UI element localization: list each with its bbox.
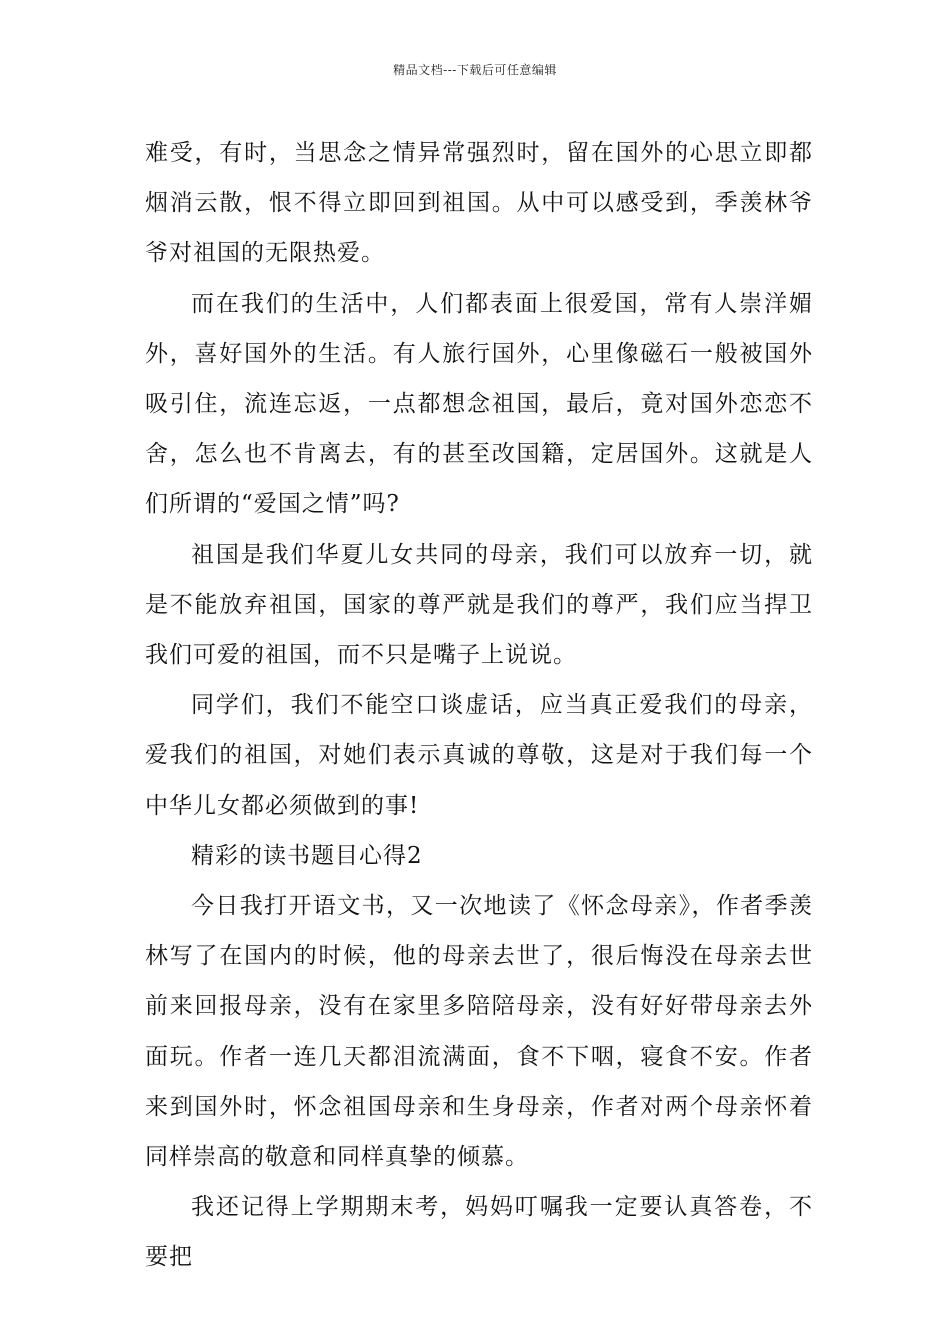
- page-header: 精品文档---下载后可任意编辑: [393, 63, 557, 77]
- paragraph: 今日我打开语文书，又一次地读了《怀念母亲》，作者季羡林写了在国内的时候，他的母亲去世了，很后悔没在母亲去世前来回报母亲，没有在家里多陪陪母亲，没有好好带母亲去外面玩。作者一连几天都泪流满面，食不下咽，寝食不安。作者来到国外时，怀念祖国母亲和生身母亲，作者对两个母亲怀着同样崇高的敬意和同样真挚的倾慕。: [145, 893, 813, 1171]
- paragraph-continuation: 难受，有时，当思念之情异常强烈时，留在国外的心思立即都烟消云散，恨不得立即回到祖国。从中可以感受到，季羡林爷爷对祖国的无限热爱。: [145, 140, 813, 267]
- paragraph: 我还记得上学期期末考，妈妈叮嘱我一定要认真答卷，不要把: [145, 1194, 813, 1271]
- paragraph: 祖国是我们华夏儿女共同的母亲，我们可以放弃一切，就是不能放弃祖国，国家的尊严就是我们的尊严，我们应当捍卫我们可爱的祖国，而不只是嘴子上说说。: [145, 541, 813, 669]
- paragraph: 而在我们的生活中，人们都表面上很爱国，常有人崇洋媚外，喜好国外的生活。有人旅行国外，心里像磁石一般被国外吸引住，流连忘返，一点都想念祖国，最后，竟对国外恋恋不舍，怎么也不肯离去，有的甚至改国籍，定居国外。这就是人们所谓的“爱国之情”吗?: [145, 290, 813, 518]
- section-heading: 精彩的读书题目心得2: [191, 842, 423, 869]
- paragraph: 同学们，我们不能空口谈虚话，应当真正爱我们的母亲，爱我们的祖国，对她们表示真诚的尊敬，这是对于我们每一个中华儿女都必须做到的事!: [145, 692, 813, 819]
- document-body: [145, 128, 813, 1283]
